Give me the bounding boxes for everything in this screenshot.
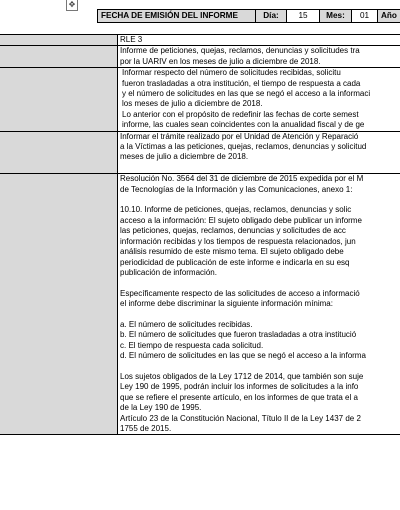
tracking-objective-value xyxy=(118,68,400,131)
table-row xyxy=(0,174,400,435)
day-label: Día: xyxy=(255,10,286,22)
month-value: 01 xyxy=(351,10,377,22)
text-line: de Tecnologías de la Información y las Comunicaciones, anexo 1: xyxy=(120,184,353,194)
report-info-table xyxy=(0,34,400,435)
text-line: información recibidas y los tiempos de respuesta relacionados, jun xyxy=(120,236,356,246)
list-item: d. El número de solicitudes en las que se negó el acceso a la informa xyxy=(120,351,366,361)
text-line: Informar respecto del número de solicitudes recibidas, solicitu xyxy=(122,68,341,78)
text-line: informe, las cuales sean coincidentes con la anualidad fiscal y de ge xyxy=(122,120,365,130)
tracking-objective-label xyxy=(0,68,118,131)
text-line: las peticiones, quejas, reclamos, denuncias y solicitudes de acc xyxy=(120,226,346,236)
tracking-name-label xyxy=(0,46,118,68)
table-move-handle-icon[interactable]: ✥ xyxy=(66,0,78,11)
minimum-info-list xyxy=(120,320,400,362)
text-line: fueron trasladadas a otra institución, el tiempo de respuesta a cada xyxy=(122,78,361,88)
text-line: Específicamente respecto de las solicitudes de acceso a informació xyxy=(120,288,360,298)
year-label: Año xyxy=(377,10,400,22)
text-line: el informe debe discriminar la siguiente información mínima: xyxy=(120,299,333,309)
regulations-value xyxy=(118,174,400,435)
table-row xyxy=(0,35,400,46)
text-line: de la Ley 190 de 1995. xyxy=(120,403,202,413)
text-line: que se refiere el presente artículo, en los informes de que trata el a xyxy=(120,392,358,402)
text-line: publicación de información. xyxy=(120,267,217,277)
text-line: acceso a la información: El sujeto obligado debe publicar un informe xyxy=(120,215,362,225)
day-value: 15 xyxy=(286,10,319,22)
report-type-label xyxy=(0,35,118,46)
text-line: Los sujetos obligados de la Ley 1712 de 2014, que también son suje xyxy=(120,371,364,381)
text-line: por la UARIV en los meses de julio a diciembre de 2018. xyxy=(120,56,321,66)
text-line: y el número de solicitudes en las que se negó el acceso a la informaci xyxy=(122,89,371,99)
text-line: Artículo 23 de la Constitución Nacional, Título II de la Ley 1437 de 2 xyxy=(120,413,361,423)
text-line: análisis resumido de este mismo tema. El sujeto obligado debe xyxy=(120,247,344,257)
text-line: periodicidad de publicación de este informe e indicarla en su esq xyxy=(120,257,350,267)
text-line: 10.10. Informe de peticiones, quejas, reclamos, denuncias y solic xyxy=(120,205,352,215)
report-date-title: FECHA DE EMISIÓN DEL INFORME xyxy=(97,10,255,22)
list-item: c. El tiempo de respuesta cada solicitud. xyxy=(120,340,264,350)
text-line: 1755 de 2015. xyxy=(120,423,172,433)
table-row xyxy=(0,131,400,174)
regulations-label xyxy=(0,174,118,435)
text-line: meses de julio a diciembre de 2018. xyxy=(120,152,249,162)
report-type-value: RLE 3 xyxy=(118,35,400,46)
text-line: Resolución No. 3564 del 31 de diciembre de 2015 expedida por el M xyxy=(120,174,364,184)
text-line: Lo anterior con el propósito de redefinir las fechas de corte semest xyxy=(122,109,359,119)
text-line: los meses de julio a diciembre de 2018. xyxy=(122,99,263,109)
tracking-scope-label xyxy=(0,131,118,174)
text-line: Informar el trámite realizado por el Unidad de Atención y Reparació xyxy=(120,131,359,141)
month-label: Mes: xyxy=(319,10,351,22)
text-line: Informe de peticiones, quejas, reclamos, denuncias y solicitudes tra xyxy=(120,46,360,56)
list-item: a. El número de solicitudes recibidas. xyxy=(120,319,253,329)
text-line: Ley 190 de 1995, podrán incluir los informes de solicitudes a la info xyxy=(120,382,359,392)
table-row xyxy=(0,46,400,68)
tracking-name-value xyxy=(118,46,400,68)
tracking-scope-value xyxy=(118,131,400,174)
list-item: b. El número de solicitudes que fueron trasladadas a otra institució xyxy=(120,330,357,340)
text-line: a la Víctimas a las peticiones, quejas, reclamos, denuncias y solicitud xyxy=(120,142,367,152)
report-date-header xyxy=(97,9,400,23)
table-row xyxy=(0,68,400,131)
